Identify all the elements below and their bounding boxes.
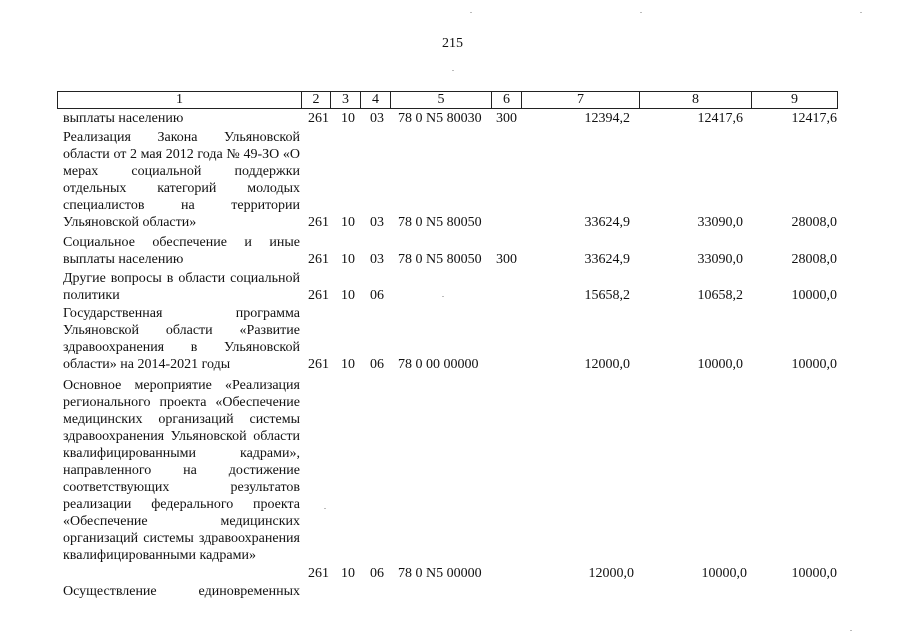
cell-col-4: 03 [370, 111, 384, 126]
row-description: Государственная программа Ульяновской области «Развитие здравоохранения в Ульяновской области» на 2014-2021 годы [63, 306, 300, 372]
header-col-9: 9 [791, 92, 798, 107]
cell-col-9: 10000,0 [791, 566, 837, 581]
cell-col-5: 78 0 N5 80050 [398, 252, 482, 267]
cell-col-9: 10000,0 [791, 288, 837, 303]
cell-col-7: 33624,9 [584, 215, 630, 230]
scan-speck [470, 12, 472, 13]
cell-col-3: 10 [341, 288, 355, 303]
cell-col-4: 03 [370, 252, 384, 267]
cell-col-7: 12000,0 [584, 357, 630, 372]
cell-col-2: 261 [308, 566, 329, 581]
cell-col-9: 12417,6 [791, 111, 837, 126]
header-col-8: 8 [640, 92, 752, 108]
table-header [57, 91, 838, 109]
cell-col-9: 28008,0 [791, 215, 837, 230]
cell-col-7: 12394,2 [584, 111, 630, 126]
cell-col-3: 10 [341, 357, 355, 372]
cell-col-8: 10000,0 [697, 357, 743, 372]
cell-col-4: 03 [370, 215, 384, 230]
cell-col-4: 06 [370, 357, 384, 372]
cell-col-6: 300 [496, 111, 517, 126]
cell-col-8: 10000,0 [701, 566, 747, 581]
cell-col-2: 261 [308, 252, 329, 267]
header-col-5: 5 [391, 92, 492, 108]
row-description: выплаты населению [63, 111, 184, 126]
scan-speck [324, 508, 326, 509]
cell-col-7: 33624,9 [584, 252, 630, 267]
cell-col-3: 10 [341, 566, 355, 581]
cell-col-3: 10 [341, 111, 355, 126]
cell-col-5: 78 0 00 00000 [398, 357, 479, 372]
cell-col-5: 78 0 N5 80050 [398, 215, 482, 230]
cell-col-2: 261 [308, 357, 329, 372]
cell-col-8: 33090,0 [697, 215, 743, 230]
header-col-6: 6 [492, 92, 522, 108]
cell-col-5: 78 0 N5 80030 [398, 111, 482, 126]
header-col-4: 4 [361, 92, 391, 108]
row-description: Социальное обеспечение и иные выплаты населению [63, 235, 300, 267]
cell-col-4: 06 [370, 288, 384, 303]
page-number: 215 [442, 36, 463, 51]
row-description: Осуществление единовременных [63, 584, 300, 599]
cell-col-7: 15658,2 [584, 288, 630, 303]
cell-col-6: 300 [496, 252, 517, 267]
scan-speck [850, 630, 852, 631]
scan-speck [860, 12, 862, 13]
cell-col-5: 78 0 N5 00000 [398, 566, 482, 581]
header-col-3: 3 [331, 92, 361, 108]
cell-col-2: 261 [308, 111, 329, 126]
cell-col-3: 10 [341, 252, 355, 267]
scan-speck [640, 12, 642, 13]
cell-col-8: 12417,6 [697, 111, 743, 126]
scan-speck [442, 296, 444, 297]
cell-col-9: 10000,0 [791, 357, 837, 372]
cell-col-3: 10 [341, 215, 355, 230]
cell-col-2: 261 [308, 288, 329, 303]
row-description: Основное мероприятие «Реализация регионального проекта «Обеспечение медицинских организаций системы здравоохранения Ульяновской области квалифицированными кадрами», направленного на достижение соответствующих результатов реализации федерального проекта «Обеспечение медицинских организаций системы здравоохранения квалифицированными кадрами» [63, 378, 300, 563]
header-col-2: 2 [302, 92, 331, 108]
cell-col-7: 12000,0 [588, 566, 634, 581]
cell-col-4: 06 [370, 566, 384, 581]
scan-speck [452, 70, 454, 71]
row-description: Реализация Закона Ульяновской области от 2 мая 2012 года № 49-ЗО «О мерах социальной поддержки отдельных категорий молодых специалистов на территории Ульяновской области» [63, 130, 300, 230]
cell-col-8: 33090,0 [697, 252, 743, 267]
row-description: Другие вопросы в области социальной политики [63, 271, 300, 303]
header-col-1: 1 [58, 92, 302, 108]
header-col-7: 7 [522, 92, 640, 108]
cell-col-9: 28008,0 [791, 252, 837, 267]
cell-col-8: 10658,2 [697, 288, 743, 303]
cell-col-2: 261 [308, 215, 329, 230]
